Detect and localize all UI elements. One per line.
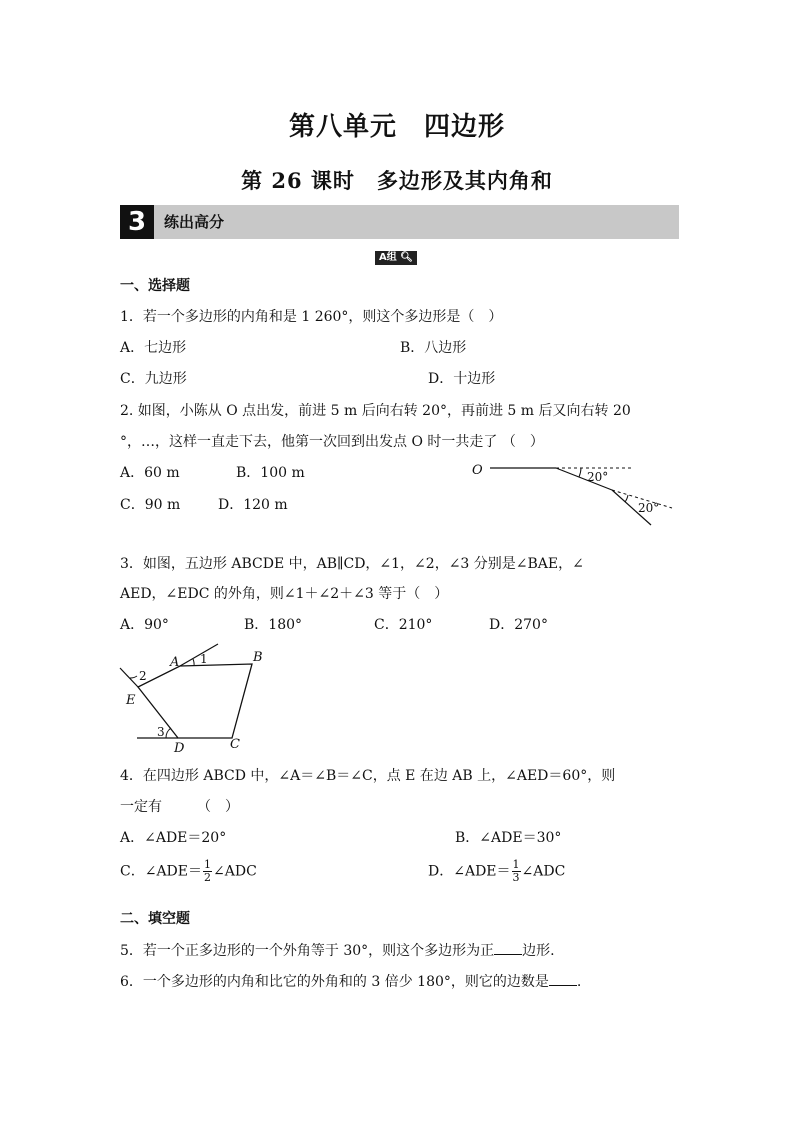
search-icon: 🔍︎: [400, 252, 413, 263]
q3-option-c: C．210°: [374, 617, 433, 633]
q3-fig-angle-2: 2: [139, 669, 147, 683]
banner-text: 练出高分: [164, 213, 225, 231]
q3-fig-pentagon: [138, 664, 252, 738]
q3-fig-label-e: E: [126, 693, 136, 708]
q2-option-a: A．60 m: [120, 465, 180, 481]
q1-stem: 1．若一个多边形的内角和是 1 260°，则这个多边形是（ ）: [120, 309, 503, 325]
q4-option-d: [428, 859, 565, 884]
q6-text-after: .: [576, 974, 582, 990]
q2-stem-line2: °，…，这样一直走下去，他第一次回到出发点 O 时一共走了 （ ）: [120, 434, 544, 450]
q6-stem: [120, 971, 581, 991]
q3-stem-line1: 3．如图，五边形 ABCDE 中，AB∥CD，∠1，∠2，∠3 分别是∠BAE，∠: [120, 556, 584, 572]
q2-fig-label-o: O: [472, 463, 483, 478]
q4-option-d-prefix: D．∠ADE＝: [428, 863, 511, 880]
q3-fig-label-a: A: [170, 655, 180, 670]
q4-option-d-fraction: [512, 859, 521, 884]
q4-option-d-denominator: 3: [512, 871, 520, 884]
q3-stem-line2: AED，∠EDC 的外角，则∠1＋∠2＋∠3 等于（ ）: [120, 586, 449, 602]
q3-option-d: D．270°: [489, 617, 548, 633]
banner-number: 3: [120, 205, 154, 239]
q3-fig-angle-1: 1: [200, 652, 208, 666]
q3-fig-ext-ae: [120, 668, 138, 687]
q1-option-b: B．八边形: [400, 340, 467, 356]
q4-option-c-numerator: 1: [204, 858, 211, 871]
q4-option-b: B．∠ADE＝30°: [455, 830, 562, 846]
q3-fig-arc-1: [193, 659, 194, 666]
q3-fig-label-c: C: [230, 737, 240, 752]
q5-stem: [120, 940, 555, 960]
q6-text-before: 6．一个多边形的内角和比它的外角和的 3 倍少 180°，则它的边数是: [120, 974, 549, 990]
q3-option-a: A．90°: [120, 617, 169, 633]
q2-stem-line1: 2. 如图，小陈从 O 点出发，前进 5 m 后向右转 20°，再前进 5 m 后又向右转 20: [120, 403, 631, 419]
q4-option-c-denominator: 2: [204, 871, 211, 884]
unit-title: 第八单元 四边形: [288, 112, 505, 142]
q5-text-before: 5．若一个正多边形的一个外角等于 30°，则这个多边形为正: [120, 943, 495, 959]
q4-option-c-prefix: C．∠ADE＝: [120, 863, 202, 880]
q2-option-d: D．120 m: [218, 497, 288, 513]
q3-fig-arc-3: [166, 728, 171, 738]
q2-option-c: C．90 m: [120, 497, 181, 513]
q1-option-d: D．十边形: [428, 371, 496, 387]
lesson-title: 第 26 课时 多边形及其内角和: [241, 168, 553, 193]
group-badge-label: A组: [379, 252, 397, 263]
q4-option-d-suffix: ∠ADC: [521, 863, 566, 880]
q3-fig-angle-3: 3: [157, 725, 165, 739]
q4-option-c-fraction: [203, 859, 212, 884]
q6-answer-blank[interactable]: [549, 971, 577, 986]
q3-option-b: B．180°: [244, 617, 303, 633]
q3-fig-ext-ba: [180, 644, 218, 666]
q5-text-after: 边形.: [522, 943, 555, 959]
q2-fig-angle-1: 20°: [587, 470, 609, 484]
q2-option-b: B．100 m: [236, 465, 305, 481]
q2-fig-angle-2: 20°: [638, 501, 660, 515]
q4-option-c: [120, 859, 257, 884]
section-choice-heading: 一、选择题: [120, 278, 190, 294]
q1-option-c: C．九边形: [120, 371, 187, 387]
q1-option-a: A．七边形: [120, 340, 187, 356]
section-fill-heading: 二、填空题: [120, 911, 190, 927]
q4-option-a: A．∠ADE＝20°: [120, 830, 227, 846]
q4-option-d-numerator: 1: [512, 858, 520, 871]
q3-fig-label-d: D: [174, 741, 185, 756]
q4-option-c-suffix: ∠ADC: [213, 863, 257, 880]
q4-stem-line1: 4．在四边形 ABCD 中，∠A＝∠B＝∠C，点 E 在边 AB 上，∠AED＝60°，则: [120, 768, 616, 784]
q5-answer-blank[interactable]: [494, 940, 522, 955]
q4-stem-line2: 一定有 （ ）: [120, 799, 239, 815]
q3-fig-label-b: B: [253, 650, 263, 665]
q3-fig-arc-2: [130, 676, 137, 678]
